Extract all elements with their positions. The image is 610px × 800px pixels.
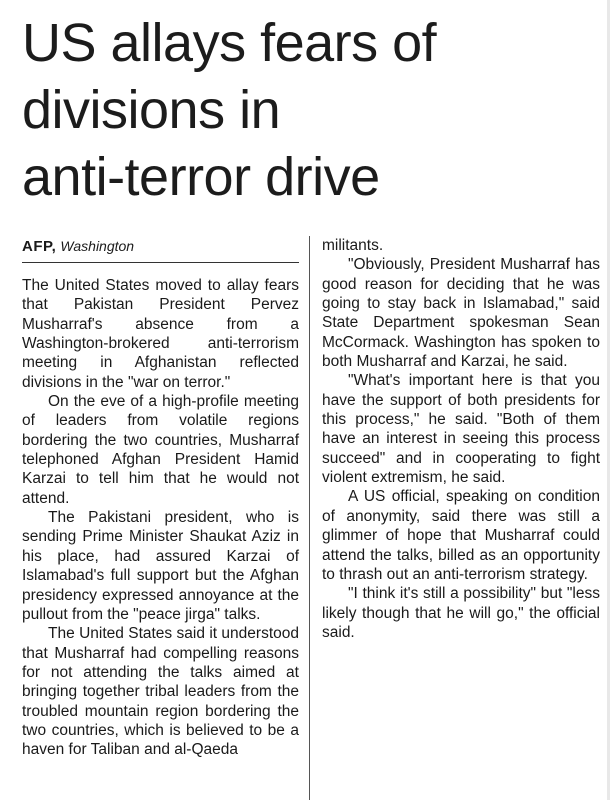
paragraph: A US official, speaking on condition of anonymity, said there was still a glimmer of hope that Musharraf could attend the talks, billed as an opportunity to thrash out an anti-terrorism strategy. <box>322 488 600 583</box>
headline <box>22 10 602 211</box>
paragraph: "Obviously, President Musharraf has good reason for deciding that he was going to stay back in Islamabad," said State Department spokesman Sean McCormack. Washington has spoken to both Musharraf and Karzai, he said. <box>322 256 600 371</box>
paragraph: The United States said it understood that Musharraf had compelling reasons for not attending the talks aimed at bringing together tribal leaders from the troubled mountain region bordering the two countries, which is believed to be a haven for Taliban and al-Qaeda <box>22 625 299 759</box>
headline-line: anti-terror drive <box>22 147 380 207</box>
right-column <box>322 236 600 642</box>
paragraph: "What's important here is that you have the support of both presidents for this process," he said. "Both of them have an interest in seeing this process succeed" and in cooperating to fight violent extremism, he said. <box>322 372 600 487</box>
left-column <box>22 276 299 760</box>
paragraph: "I think it's still a possibility" but "less likely though that he will go," the official said. <box>322 585 600 641</box>
byline-place: Washington <box>60 238 135 254</box>
headline-line: US allays fears of <box>22 13 437 73</box>
paragraph: The United States moved to allay fears that Pakistan President Pervez Musharraf's absence from a Washington-brokered anti-terrorism meeting in Afghanistan reflected divisions in the "war on terror." <box>22 277 299 391</box>
byline-agency: AFP, <box>22 238 57 255</box>
headline-line: divisions in <box>22 80 281 140</box>
byline <box>22 236 302 257</box>
column-divider <box>309 236 310 800</box>
paragraph-continuation: militants. <box>322 237 384 254</box>
byline-rule <box>22 262 299 263</box>
paragraph: On the eve of a high-profile meeting of leaders from volatile regions bordering the two countries, Musharraf telephoned Afghan President Hamid Karzai to tell him that he would not attend. <box>22 393 299 507</box>
paragraph: The Pakistani president, who is sending Prime Minister Shaukat Aziz in his place, had assured Karzai of Islamabad's full support but the Afghan presidency expressed annoyance at the pullout from the "peace jirga" talks. <box>22 509 299 623</box>
